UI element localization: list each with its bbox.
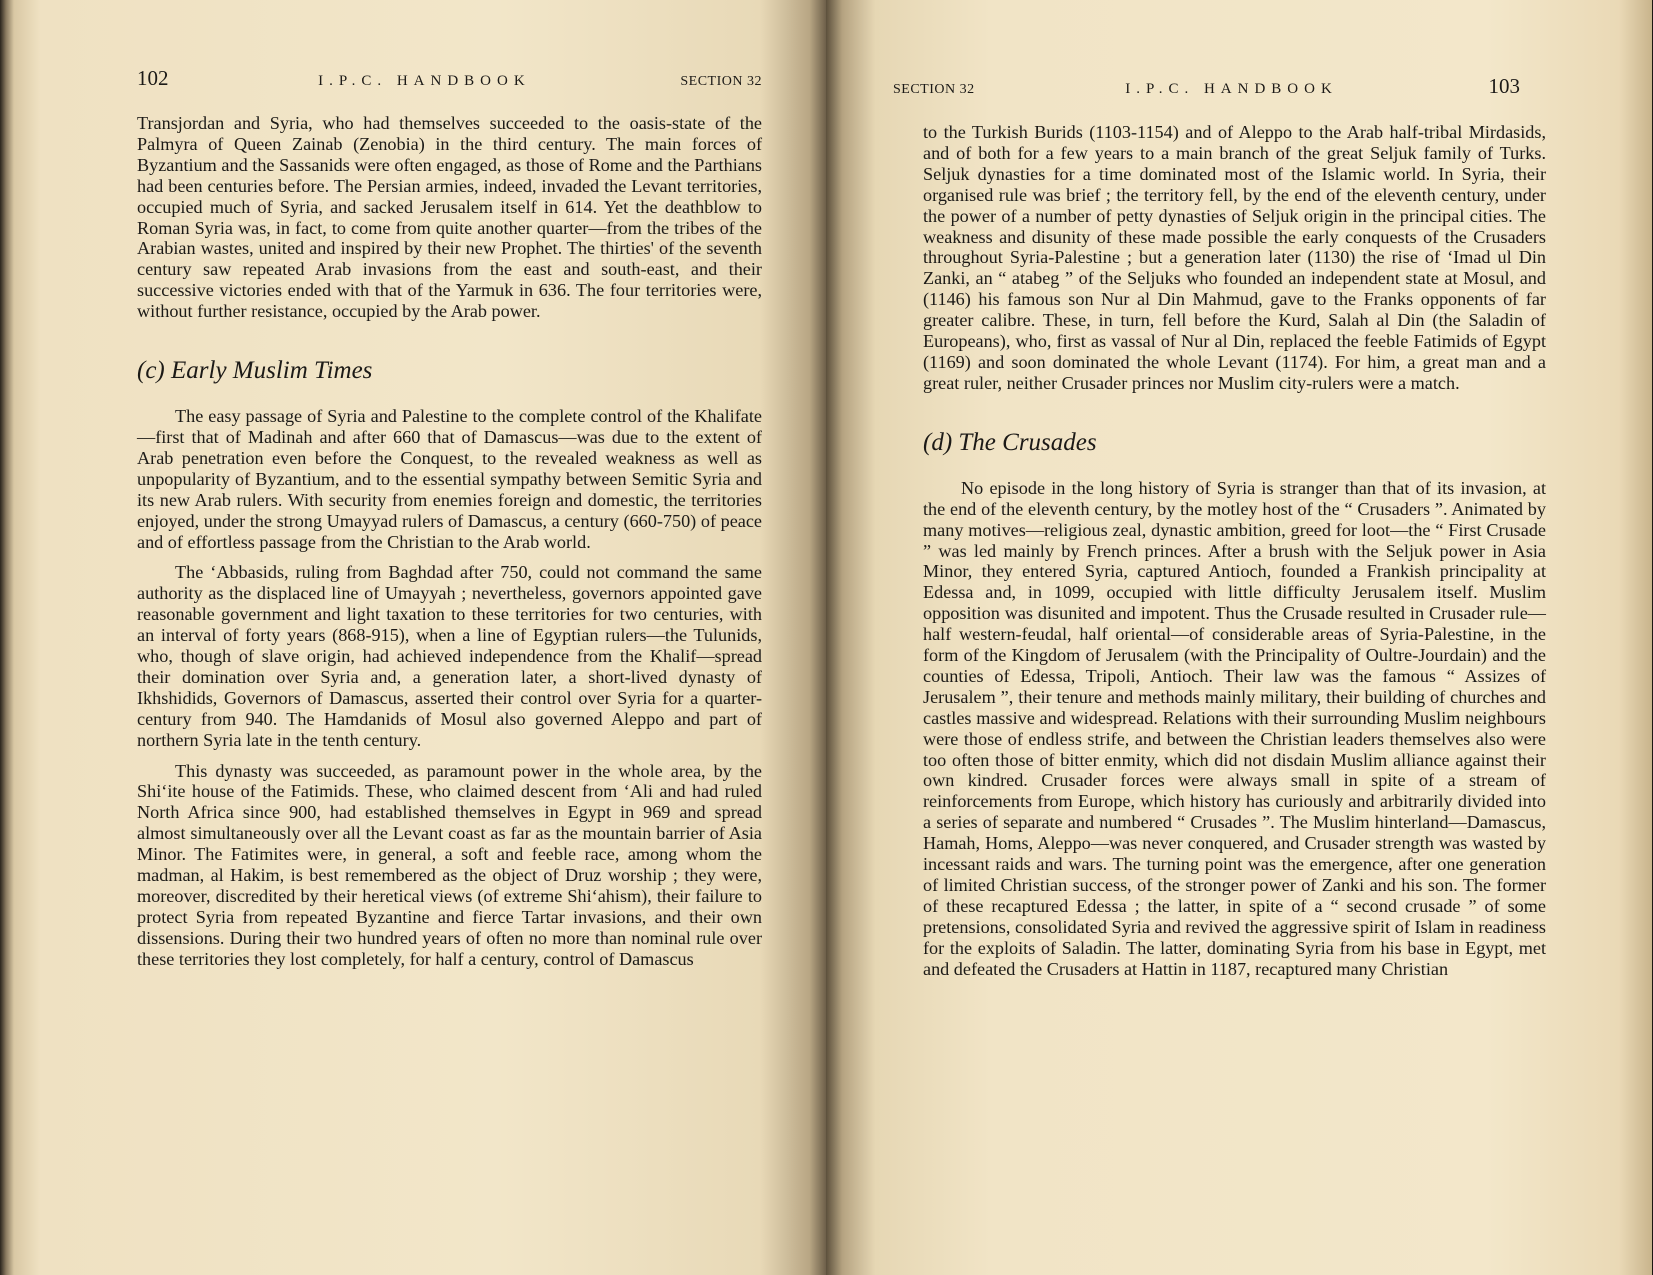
- section-heading-letter: (d): [923, 428, 953, 456]
- section-label: SECTION 32: [680, 74, 762, 89]
- section-heading-title: The Crusades: [958, 428, 1097, 456]
- running-title: I.P.C. HANDBOOK: [318, 73, 531, 89]
- paragraph: This dynasty was succeeded, as paramount power in the whole area, by the Shi‘ite house of the Fatimids. These, who claimed descent from ‘Ali and had ruled North Africa since 900, had established themselves in Egypt in 969 and spread almost simultaneously over all the Levant coast as far as the mountain barrier of Asia Minor. The Fatimites were, in general, a soft and feeble race, among whom the madman, al Hakim, is best remembered as the object of Druz worship ; they were, moreover, discredited by their heretical views (of extreme Shi‘ahism), their failure to protect Syria from repeated Byzantine and fierce Tartar invasions, and their own dissensions. During their two hundred years of often no more than nominal rule over these territories they lost completely, for half a century, control of Damascus: [137, 760, 762, 969]
- right-page: [826, 0, 1652, 1275]
- section-heading-title: Early Muslim Times: [171, 357, 373, 385]
- left-page: [0, 0, 826, 1275]
- running-title: I.P.C. HANDBOOK: [1125, 81, 1338, 97]
- page-number: 102: [137, 66, 169, 90]
- right-page-header: [893, 74, 1520, 102]
- section-heading: [137, 356, 762, 386]
- section-heading: [923, 428, 1546, 458]
- paragraph: The ‘Abbasids, ruling from Baghdad after 750, could not command the same authority as the displaced line of Umayyah ; nevertheless, governors appointed gave reasonable government and light taxation to these territories for two centuries, with an interval of forty years (868-915), when a line of Egyptian rulers—the Tulunids, who, though of slave origin, had achieved independence from the Khalif—spread their domination over Syria and, a generation later, a short-lived dynasty of Ikhshidids, Governors of Damascus, asserted their control over Syria for a quarter-century from 940. The Hamdanids of Mosul also governed Aleppo and part of northern Syria late in the tenth century.: [137, 562, 762, 750]
- section-label: SECTION 32: [893, 82, 975, 97]
- paragraph: No episode in the long history of Syria is stranger than that of its invasion, at the end of the eleventh century, by the motley host of the “ Crusaders ”. Animated by many motives—religious zeal, dynastic ambition, greed for loot—the “ First Crusade ” was led mainly by French princes. After a brush with the Seljuk power in Asia Minor, they entered Syria, captured Antioch, founded a Frankish principality at Edessa and, in 1099, occupied with little difficulty Jerusalem itself. Muslim opposition was disunited and impotent. Thus the Crusade resulted in Crusader rule—half western-feudal, half oriental—of considerable areas of Syria-Palestine, in the form of the Kingdom of Jerusalem (with the Principality of Oultre-Jourdain) and the counties of Edessa, Tripoli, Antioch. Their law was the famous “ Assizes of Jerusalem ”, their tenure and methods mainly military, their building of churches and castles massive and widespread. Relations with their surrounding Muslim neighbours were those of endless strife, and between the Christian leaders themselves also were too often those of bitter enmity, which did not disdain Muslim alliance against their own kindred. Crusader forces were always small in spite of a stream of reinforcements from Europe, which history has curiously and arbitrarily divided into a series of separate and numbered “ Crusades ”. The Muslim hinterland—Damascus, Hamah, Homs, Aleppo—was never conquered, and Crusader strength was wasted by incessant raids and wars. The turning point was the emergence, after one generation of limited Christian success, of the stronger power of Zanki and his son. The former of these recaptured Edessa ; the latter, in spite of a “ second crusade ” of some pretensions, consolidated Syria and revived the aggressive spirit of Islam in readiness for the exploits of Saladin. The latter, dominating Syria from his base in Egypt, met and defeated the Crusaders at Hattin in 1187, recaptured many Christian: [923, 477, 1546, 979]
- section-heading-letter: (c): [137, 357, 165, 385]
- right-page-body: [923, 122, 1546, 980]
- left-page-header: [137, 66, 762, 94]
- paragraph: to the Turkish Burids (1103-1154) and of Aleppo to the Arab half-tribal Mirdasids, and of both for a few years to a main branch of the great Seljuk family of Turks. Seljuk dynasties for a time dominated most of the Islamic world. In Syria, their organised rule was brief ; the territory fell, by the end of the eleventh century, under the power of a number of petty dynasties of Seljuk origin in the principal cities. The weakness and disunity of these made possible the early conquests of the Crusaders throughout Syria-Palestine ; but a generation later (1130) the rise of ‘Imad ul Din Zanki, an “ atabeg ” of the Seljuks who founded an independent state at Mosul, and (1146) his famous son Nur al Din Mahmud, gave to the Franks opponents of far greater calibre. These, in turn, fell before the Kurd, Salah al Din (the Saladin of Europeans), who, first as vassal of Nur al Din, replaced the feeble Fatimids of Egypt (1169) and soon dominated the whole Levant (1174). For him, a great man and a great ruler, neither Crusader princes nor Muslim city-rulers were a match.: [923, 122, 1546, 393]
- left-page-body: [137, 113, 762, 970]
- page-number: 103: [1488, 74, 1520, 98]
- paragraph: Transjordan and Syria, who had themselves succeeded to the oasis-state of the Palmyra of Queen Zainab (Zenobia) in the third century. The main forces of Byzantium and the Sassanids were often engaged, as those of Rome and the Parthians had been centuries before. The Persian armies, indeed, invaded the Levant territories, occupied much of Syria, and sacked Jerusalem itself in 614. Yet the deathblow to Roman Syria was, in fact, to come from quite another quarter—from the tribes of the Arabian wastes, united and inspired by their new Prophet. The thirties' of the seventh century saw repeated Arab invasions from the east and south-east, and their successive victories ended with that of the Yarmuk in 636. The four territories were, without further resistance, occupied by the Arab power.: [137, 113, 762, 322]
- paragraph: The easy passage of Syria and Palestine to the complete control of the Khalifate—first that of Madinah and after 660 that of Damascus—was due to the extent of Arab penetration even before the Conquest, to the revealed weakness as well as unpopularity of Byzantium, and to the essential sympathy between Semitic Syria and its new Arab rulers. With security from enemies foreign and domestic, the territories enjoyed, under the strong Umayyad rulers of Damascus, a century (660-750) of peace and of effortless passage from the Christian to the Arab world.: [137, 406, 762, 552]
